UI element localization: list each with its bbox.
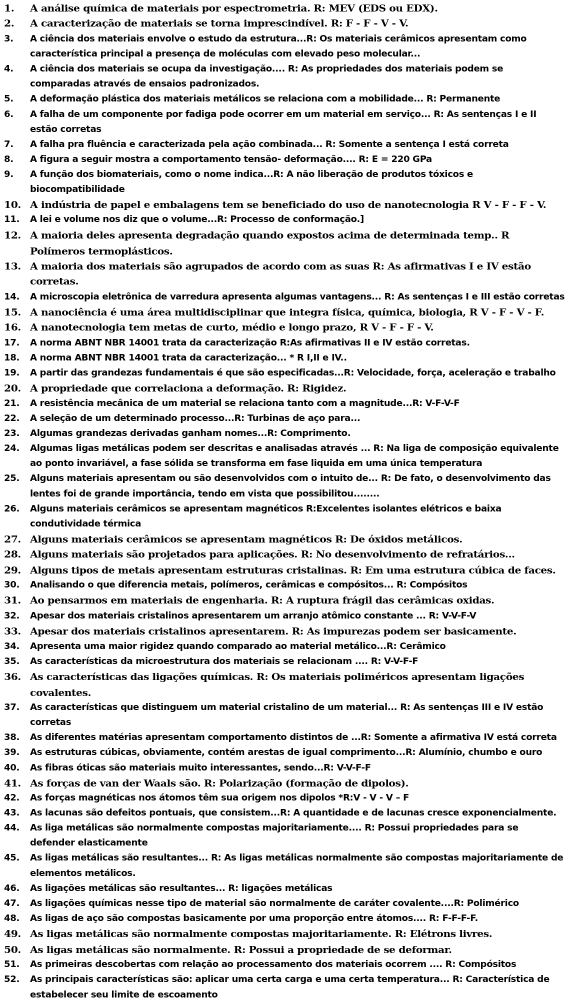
list-item <box>4 320 566 335</box>
item-number: 31. <box>4 595 21 607</box>
item-number: 7. <box>4 140 14 150</box>
item-text: Alguns materiais são projetados para aplicações. R: No desenvolvimento de refratários... <box>30 549 515 561</box>
item-number: 38. <box>4 733 20 743</box>
list-item <box>4 942 566 957</box>
item-text: A maioria dos materiais são agrupados de acordo com as suas R: As afirmativas I e IV estão corretas. <box>30 260 531 288</box>
item-number: 4. <box>4 64 14 75</box>
item-text: A falha pra fluência e caracterizada pela ação combinada... R: Somente a sentença I está correta <box>30 140 509 150</box>
item-number: 47. <box>4 899 20 910</box>
item-text: A seleção de um determinado processo...R: Turbinas de aço para... <box>30 414 361 424</box>
list-item <box>4 152 566 167</box>
item-text: Analisando o que diferencia metais, polímeros, cerâmicas e compósitos... R: Compósitos <box>30 581 468 591</box>
item-number: 19. <box>4 368 20 379</box>
list-item <box>4 62 566 92</box>
item-text: As primeiras descobertas com relação ao processamento dos materiais ocorrem .... R: Compósitos <box>30 960 517 971</box>
item-text: A caracterização de materiais se torna imprescindível. R: F - F - V - V. <box>30 18 409 30</box>
item-number: 37. <box>4 703 20 713</box>
item-text: A microscopia eletrônica de varredura apresenta algumas vantagens... R: As sentenças I e III estão corretas <box>30 292 565 303</box>
list-item <box>4 958 566 973</box>
item-text: A norma ABNT NBR 14001 trata da caracterização R:As afirmativas II e IV estão corretas. <box>30 338 470 349</box>
list-item <box>4 791 566 806</box>
item-number: 15. <box>4 306 21 319</box>
item-number: 35. <box>4 657 20 667</box>
list-item <box>4 107 566 137</box>
item-number: 46. <box>4 884 20 894</box>
item-text: Alguns tipos de metais apresentam estruturas cristalinas. R: Em uma estrutura cúbica de faces. <box>30 564 556 577</box>
item-number: 25. <box>4 474 20 485</box>
item-text: As forças magnéticas nos átomos têm sua origem nos dipolos *R:V - V - V – F <box>30 794 410 804</box>
list-item <box>4 336 566 351</box>
list-item <box>4 305 566 320</box>
list-item <box>4 442 566 472</box>
item-text: As forças de van der Waals são. R: Polarização (formação de dipolos). <box>30 777 409 790</box>
list-item <box>4 137 566 152</box>
list-item <box>4 563 566 578</box>
list-item <box>4 897 566 912</box>
item-text: A deformação plástica dos materiais metálicos se relaciona com a mobilidade... R: Permanente <box>30 94 501 105</box>
list-item <box>4 259 566 290</box>
item-text: Alguns materiais apresentam ou são desenvolvidos com o intuito de... R: De fato, o desenvolvimento das lentes foi de grande importância, tendo em vista que possibilitou........ <box>30 474 551 500</box>
item-text: A maioria deles apresenta degradação quando expostos acima de determinada temp.. R Polímeros termoplásticos. <box>30 229 510 257</box>
item-number: 27. <box>4 534 21 546</box>
list-item <box>4 92 566 107</box>
item-number: 44. <box>4 824 20 834</box>
item-text: A ciência dos materiais envolve o estudo da estrutura...R: Os materiais cerâmicos apresentam como característica principal a presença de moléculas com elevado peso molecular... <box>30 34 527 60</box>
item-text: As características das ligações químicas. R: Os materiais poliméricos apresentam ligações covalentes. <box>30 671 525 699</box>
item-text: A figura a seguir mostra a comportamento tensão- deformação.... R: E = 220 GPa <box>30 155 432 165</box>
item-number: 5. <box>4 94 14 105</box>
list-item <box>4 609 566 624</box>
item-text: Alguns materiais cerâmicos se apresentam magnéticos R:Excelentes isolantes elétricos e baixa condutividade térmica <box>30 504 502 530</box>
item-text: Ao pensarmos em materiais de engenharia. R: A ruptura frágil das cerâmicas oxidas. <box>30 595 495 607</box>
item-number: 16. <box>4 322 21 334</box>
item-text: A nanotecnologia tem metas de curto, médio e longo prazo, R V - F - F - V. <box>30 322 434 334</box>
item-text: As ligas metálicas são resultantes... R: As ligas metálicas normalmente são compostas majoritariamente de elementos metálicos. <box>30 854 564 879</box>
item-text: As características que distinguem um material cristalino de um material... R: As sentenças III e IV estão corretas <box>30 703 544 728</box>
list-item <box>4 198 566 213</box>
item-number: 33. <box>4 625 21 638</box>
list-item <box>4 366 566 381</box>
item-number: 13. <box>4 260 21 273</box>
item-text: Apesar dos materiais cristalinos apresentarem. R: As impurezas podem ser basicamente. <box>30 625 517 638</box>
list-item <box>4 427 566 442</box>
item-text: A resistência mecânica de um material se relaciona tanto com a magnitude...R: V-F-V-F <box>30 399 460 409</box>
list-item <box>4 412 566 427</box>
list-item <box>4 973 566 1003</box>
item-text: A norma ABNT NBR 14001 trata da caracterização... * R I,II e IV.. <box>30 353 347 364</box>
item-number: 36. <box>4 671 21 683</box>
item-text: Alguns materiais cerâmicos se apresentam magnéticos R: De óxidos metálicos. <box>30 534 463 546</box>
list-item <box>4 472 566 502</box>
list-item <box>4 213 566 228</box>
list-item <box>4 746 566 761</box>
list-item <box>4 351 566 366</box>
item-number: 12. <box>4 229 21 242</box>
item-number: 48. <box>4 914 20 925</box>
list-item <box>4 655 566 670</box>
item-text: A indústria de papel e embalagens tem se beneficiado do uso de nanotecnologia R V - F - F - V. <box>30 199 547 211</box>
item-number: 23. <box>4 429 20 439</box>
item-number: 2. <box>4 18 15 30</box>
item-number: 14. <box>4 292 20 303</box>
item-number: 21. <box>4 399 20 409</box>
list-item <box>4 670 566 701</box>
list-item <box>4 701 566 731</box>
list-item <box>4 821 566 851</box>
item-text: Apesar dos materiais cristalinos apresentarem um arranjo atômico constante ... R: V-V-F-V <box>30 611 477 622</box>
item-number: 52. <box>4 975 20 986</box>
item-text: As principais características são: aplicar uma certa carga e uma certa temperatura... R: Característica de estabelecer seu limite de escoamento <box>30 975 550 1001</box>
list-item <box>4 578 566 593</box>
item-text: A nanociência é uma área multidisciplinar que integra física, química, biologia, R V - F - V - F. <box>30 306 545 319</box>
list-item <box>4 731 566 746</box>
item-text: As características da microestrutura dos materiais se relacionam .... R: V-V-F-F <box>30 657 419 667</box>
list-item <box>4 806 566 821</box>
item-number: 17. <box>4 338 20 349</box>
item-number: 18. <box>4 353 20 364</box>
item-number: 11. <box>4 215 20 226</box>
list-item <box>4 548 566 563</box>
item-number: 1. <box>4 2 15 15</box>
item-number: 34. <box>4 642 20 652</box>
item-number: 6. <box>4 110 14 120</box>
item-text: As diferentes matérias apresentam comportamento distintos de ...R: Somente a afirmativa IV está correta <box>30 733 557 743</box>
list-item <box>4 776 566 791</box>
item-number: 32. <box>4 611 20 622</box>
list-item <box>4 594 566 609</box>
item-text: A propriedade que correlaciona a deformação. R: Rigidez. <box>30 382 347 395</box>
item-text: Algumas grandezas derivadas ganham nomes...R: Comprimento. <box>30 429 351 439</box>
item-text: As estruturas cúbicas, obviamente, contém arestas de igual comprimento...R: Alumínio, chumbo e ouro <box>30 748 543 758</box>
list-item <box>4 624 566 639</box>
item-text: A falha de um componente por fadiga pode ocorrer em um material em serviço... R: As sentenças I e II estão corretas <box>30 110 537 135</box>
item-number: 30. <box>4 581 20 591</box>
item-text: A análise química de materiais por espectrometria. R: MEV (EDS ou EDX). <box>30 2 438 15</box>
item-text: Apresenta uma maior rigidez quando comparado ao material metálico...R: Cerâmico <box>30 642 446 652</box>
item-number: 22. <box>4 414 20 424</box>
list-item <box>4 640 566 655</box>
list-item <box>4 32 566 62</box>
item-text: As fibras óticas são materiais muito interessantes, sendo...R: V-V-F-F <box>30 763 371 774</box>
item-text: As lacunas são defeitos pontuais, que consistem...R: A quantidade e de lacunas cresce exponencialmente. <box>30 809 557 819</box>
item-number: 24. <box>4 444 20 454</box>
item-text: A ciência dos materiais se ocupa da investigação.... R: As propriedades dos materiais podem se comparadas através de ensaios padronizados. <box>30 64 504 90</box>
item-number: 8. <box>4 155 14 165</box>
item-number: 20. <box>4 382 21 395</box>
list-item <box>4 882 566 897</box>
item-number: 10. <box>4 199 21 211</box>
item-number: 28. <box>4 549 21 561</box>
list-item <box>4 16 566 31</box>
list-item <box>4 912 566 927</box>
list-item <box>4 228 566 259</box>
list-item <box>4 502 566 532</box>
list-item <box>4 761 566 776</box>
item-text: As ligas metálicas são normalmente. R: Possui a propriedade de se deformar. <box>30 944 452 956</box>
item-number: 40. <box>4 763 20 774</box>
item-number: 41. <box>4 777 21 790</box>
item-number: 3. <box>4 34 14 45</box>
list-item <box>4 381 566 396</box>
item-number: 45. <box>4 854 20 864</box>
list-item <box>4 927 566 942</box>
list-item <box>4 167 566 197</box>
item-text: A função dos biomateriais, como o nome indica...R: A não liberação de produtos tóxicos e biocompatibilidade <box>30 170 473 195</box>
item-text: Algumas ligas metálicas podem ser descritas e analisadas através ... R: Na liga de composição equivalente ao ponto invariável, a fase sólida se transforma em fase liquida em uma única temperatura <box>30 444 559 470</box>
item-text: A partir das grandezas fundamentais é que são especificadas...R: Velocidade, força, aceleração e trabalho <box>30 368 556 379</box>
list-item <box>4 290 566 305</box>
item-number: 26. <box>4 504 20 515</box>
list-item <box>4 852 566 882</box>
item-text: As ligas metálicas são normalmente compostas majoritariamente. R: Elétrons livres. <box>30 928 493 941</box>
item-number: 29. <box>4 564 21 577</box>
list-item <box>4 397 566 412</box>
list-item <box>4 532 566 547</box>
item-number: 39. <box>4 748 20 758</box>
item-number: 50. <box>4 944 21 956</box>
list-item <box>4 1 566 16</box>
item-text: As ligações químicas nesse tipo de material são normalmente de caráter covalente....R: Polimérico <box>30 899 519 910</box>
item-number: 42. <box>4 794 20 804</box>
item-text: As liga metálicas são normalmente compostas majoritariamente.... R: Possui propriedades para se defender elasticamente <box>30 824 519 849</box>
item-number: 49. <box>4 928 21 941</box>
item-number: 9. <box>4 170 14 180</box>
item-number: 43. <box>4 809 20 819</box>
item-text: As ligas de aço são compostas basicamente por uma proporção entre átomos.... R: F-F-F-F. <box>30 914 479 925</box>
item-text: As ligações metálicas são resultantes... R: ligações metálicas <box>30 884 333 894</box>
item-number: 51. <box>4 960 20 971</box>
item-text: A lei e volume nos diz que o volume...R: Processo de conformação.] <box>30 215 365 226</box>
